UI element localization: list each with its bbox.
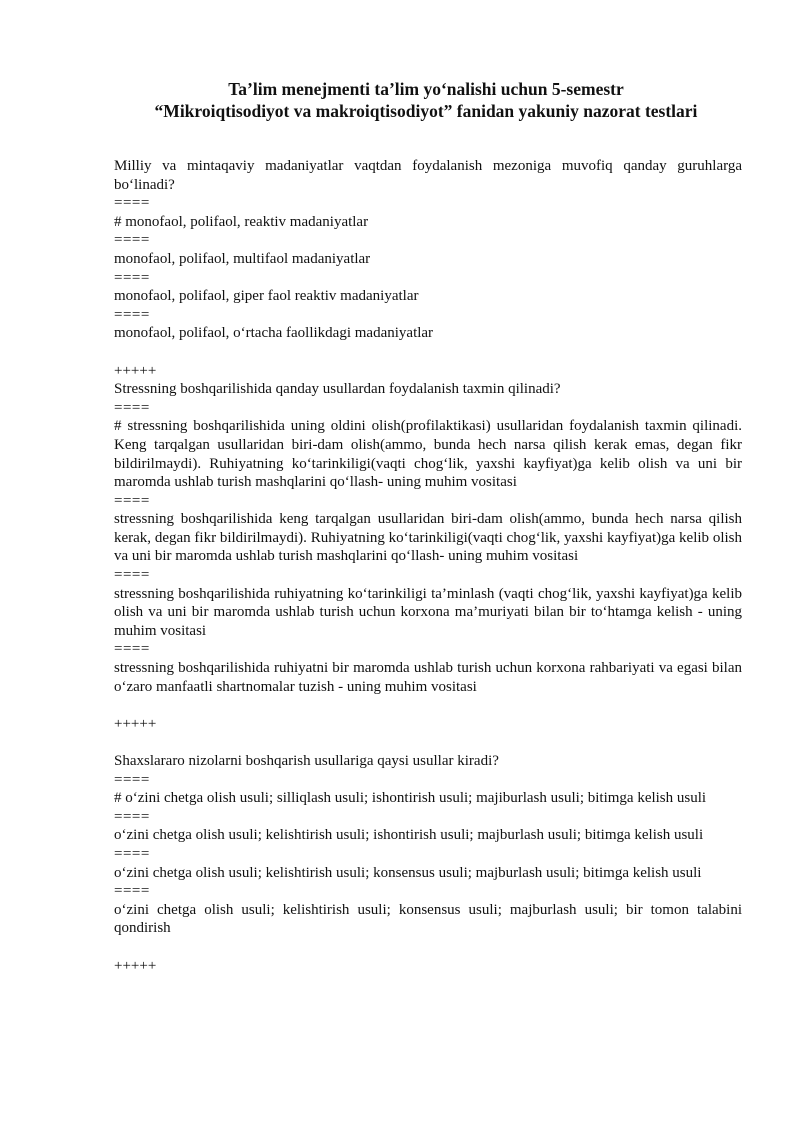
question-text: Stressning boshqarilishida qanday usullardan foydalanish taxmin qilinadi?: [114, 381, 561, 398]
answer-option-correct: # o‘zini chetga olish usuli; silliqlash usuli; ishontirish usuli; majiburlash usuli; bitimga kelish usuli: [114, 790, 707, 807]
separator: ====: [114, 641, 150, 658]
answer-option: monofaol, polifaol, multifaol madaniyatlar: [114, 250, 371, 267]
spacer: [114, 696, 742, 715]
answer-option-correct: # stressning boshqarilishida uning oldini olish(profilaktikasi) usullaridan foydalanish taxmin qilinadi. Keng tarqalgan usullaridan biri-dam olish(ammo, bunda hech narsa qilish kerak emas, degan fikr bildirilmaydi). Ruhiyatning ko‘tarinkiligi(vaqti chog‘lik, yaxshi kayfiyat)ga kelib olish va uni bir maromda ushlab turish mashqlarini qo‘llash- uning muhim vositasi: [114, 418, 742, 491]
document-title: [110, 78, 742, 122]
answer-option: stressning boshqarilishida ruhiyatni bir maromda ushlab turish uchun korxona rahbariyati va egasi bilan o‘zaro manfaatli shartnomalar tuzish - uning muhim vositasi: [114, 660, 742, 695]
answer-option: o‘zini chetga olish usuli; kelishtirish usuli; konsensus usuli; majburlash usuli; bitimga kelish usuli: [114, 864, 702, 881]
title-line-2: “Mikroiqtisodiyot va makroiqtisodiyot” fanidan yakuniy nazorat testlari: [154, 101, 698, 121]
answer-option: stressning boshqarilishida ruhiyatning ko‘tarinkiligi ta’minlash (vaqti chog‘lik, yaxshi kayfiyat)ga kelib olish va uni bir maromda ushlab turish uchun korxona ma’muriyati bilan bir to‘htamga kelish - uning muhim vositasi: [114, 585, 742, 639]
separator: ====: [114, 269, 150, 286]
separator: ====: [114, 845, 150, 862]
question-text: Milliy va mintaqaviy madaniyatlar vaqtdan foydalanish mezoniga muvofiq qanday guruhlarga bo‘linadi?: [114, 158, 742, 193]
answer-option: o‘zini chetga olish usuli; kelishtirish usuli; ishontirish usuli; majburlash usuli; bitimga kelish usuli: [114, 827, 704, 844]
separator: ====: [114, 399, 150, 416]
answer-option: stressning boshqarilishida keng tarqalgan usullaridan biri-dam olish(ammo, bunda hech narsa qilish kerak, degan fikr bildirilmaydi). Ruhiyatning ko‘tarinkiligi(vaqti chog‘lik, yaxshi kayfiyat)ga kelib olish va uni bir maromda ushlab turish mashqlarini qo‘llash- uning muhim vositasi: [114, 511, 742, 565]
end-marker: +++++: [114, 715, 157, 732]
answer-option: o‘zini chetga olish usuli; kelishtirish usuli; konsensus usuli; majburlash usuli; bir tomon talabini qondirish: [114, 901, 742, 937]
title-line-1: Ta’lim menejmenti ta’lim yo‘nalishi uchun 5-semestr: [228, 79, 624, 99]
separator: ====: [114, 567, 150, 584]
answer-option-correct: # monofaol, polifaol, reaktiv madaniyatlar: [114, 213, 369, 230]
answer-option: monofaol, polifaol, giper faol reaktiv madaniyatlar: [114, 288, 419, 305]
spacer: [114, 343, 742, 362]
separator: ====: [114, 492, 150, 509]
separator: ====: [114, 771, 150, 788]
spacer: [114, 733, 742, 752]
question-text: Shaxslararo nizolarni boshqarish usullariga qaysi usullar kiradi?: [114, 753, 499, 769]
question-block-2: [114, 380, 742, 752]
end-marker: +++++: [114, 362, 157, 379]
separator: ====: [114, 232, 150, 249]
end-marker: +++++: [114, 957, 157, 974]
spacer: [114, 938, 742, 957]
question-block-1: [114, 157, 742, 380]
separator: ====: [114, 883, 150, 900]
separator: ====: [114, 306, 150, 323]
question-block-3: [114, 752, 742, 975]
separator: ====: [114, 195, 150, 212]
answer-option: monofaol, polifaol, o‘rtacha faollikdagi madaniyatlar: [114, 325, 434, 342]
separator: ====: [114, 808, 150, 825]
